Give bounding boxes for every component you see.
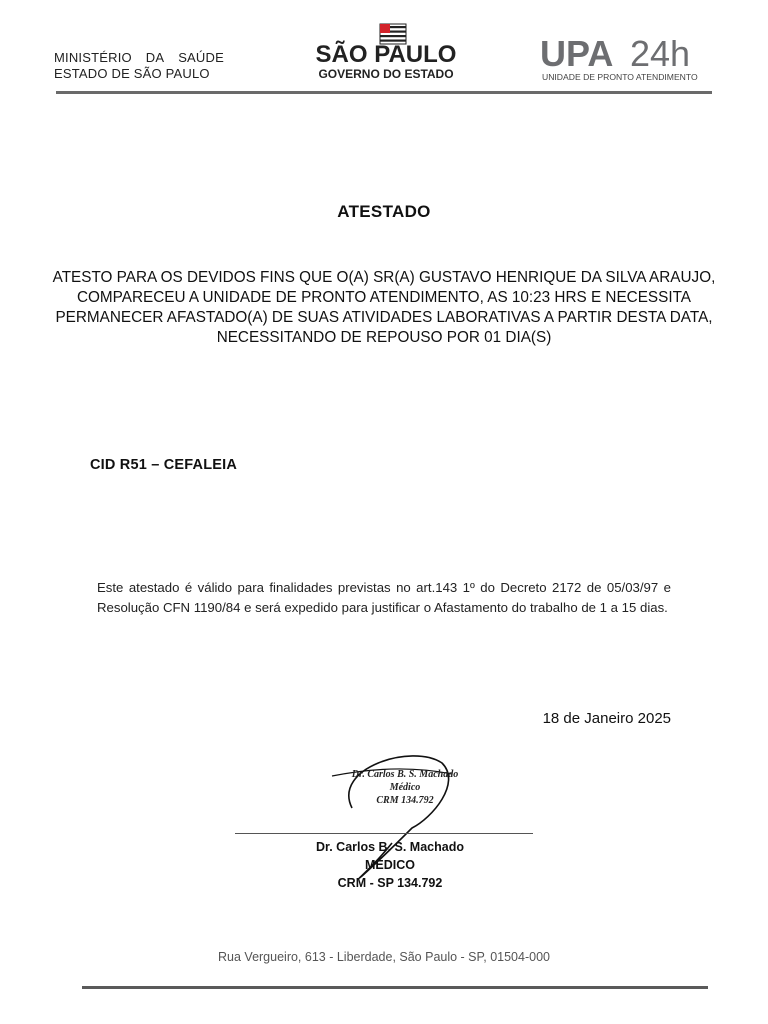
signature-line [235, 833, 533, 834]
doctor-role: MÉDICO [365, 858, 415, 872]
sao-paulo-government-logo [304, 22, 468, 84]
cid-diagnosis: CID R51 – CEFALEIA [90, 457, 238, 473]
ministry-word: SAÚDE [178, 50, 224, 65]
stamp-crm: CRM 134.792 [376, 795, 434, 806]
doctor-identification [290, 838, 490, 892]
header-divider [56, 91, 712, 94]
doctor-stamp [350, 768, 460, 807]
footer-address: Rua Vergueiro, 613 - Liberdade, São Paulo - SP, 01504-000 [218, 950, 550, 964]
ministry-header [54, 50, 224, 82]
stamp-role: Médico [389, 782, 421, 793]
footer-divider [82, 986, 708, 989]
sp-logo-title: SÃO PAULO [315, 41, 457, 68]
validity-notice: Este atestado é válido para finalidades previstas no art.143 1º do Decreto 2172 de 05/03/97 e Resolução CFN 1190/84 e será expedido para justificar o Afastamento do trabalho de 1 a 15 dias. [97, 580, 671, 615]
upa-24h-logo [540, 34, 712, 86]
doctor-name: Dr. Carlos B. S. Machado [316, 840, 464, 854]
document-date: 18 de Janeiro 2025 [542, 710, 671, 727]
upa-logo-subtitle: UNIDADE DE PRONTO ATENDIMENTO [542, 72, 698, 82]
document-title: ATESTADO [337, 202, 431, 221]
doctor-crm: CRM - SP 134.792 [337, 876, 443, 890]
stamp-name: Dr. Carlos B. S. Machado [351, 769, 459, 780]
certificate-body: ATESTO PARA OS DEVIDOS FINS QUE O(A) SR(A) GUSTAVO HENRIQUE DA SILVA ARAUJO, COMPARECEU A UNIDADE DE PRONTO ATENDIMENTO, AS 10:23 HRS E NECESSITA PERMANECER AFASTADO(A) DE SUAS ATIVIDADES LABORATIVAS A PARTIR DESTA DATA, NECESSITANDO DE REPOUSO POR 01 DIA(S) [52, 269, 716, 346]
ministry-word: MINISTÉRIO [54, 50, 132, 65]
upa-logo-main: UPA [540, 34, 614, 74]
upa-logo-24h: 24h [630, 34, 691, 74]
ministry-line-1 [54, 50, 224, 66]
ministry-word: DA [145, 50, 165, 65]
sp-logo-subtitle: GOVERNO DO ESTADO [318, 67, 454, 81]
ministry-line-2: ESTADO DE SÃO PAULO [54, 66, 210, 81]
